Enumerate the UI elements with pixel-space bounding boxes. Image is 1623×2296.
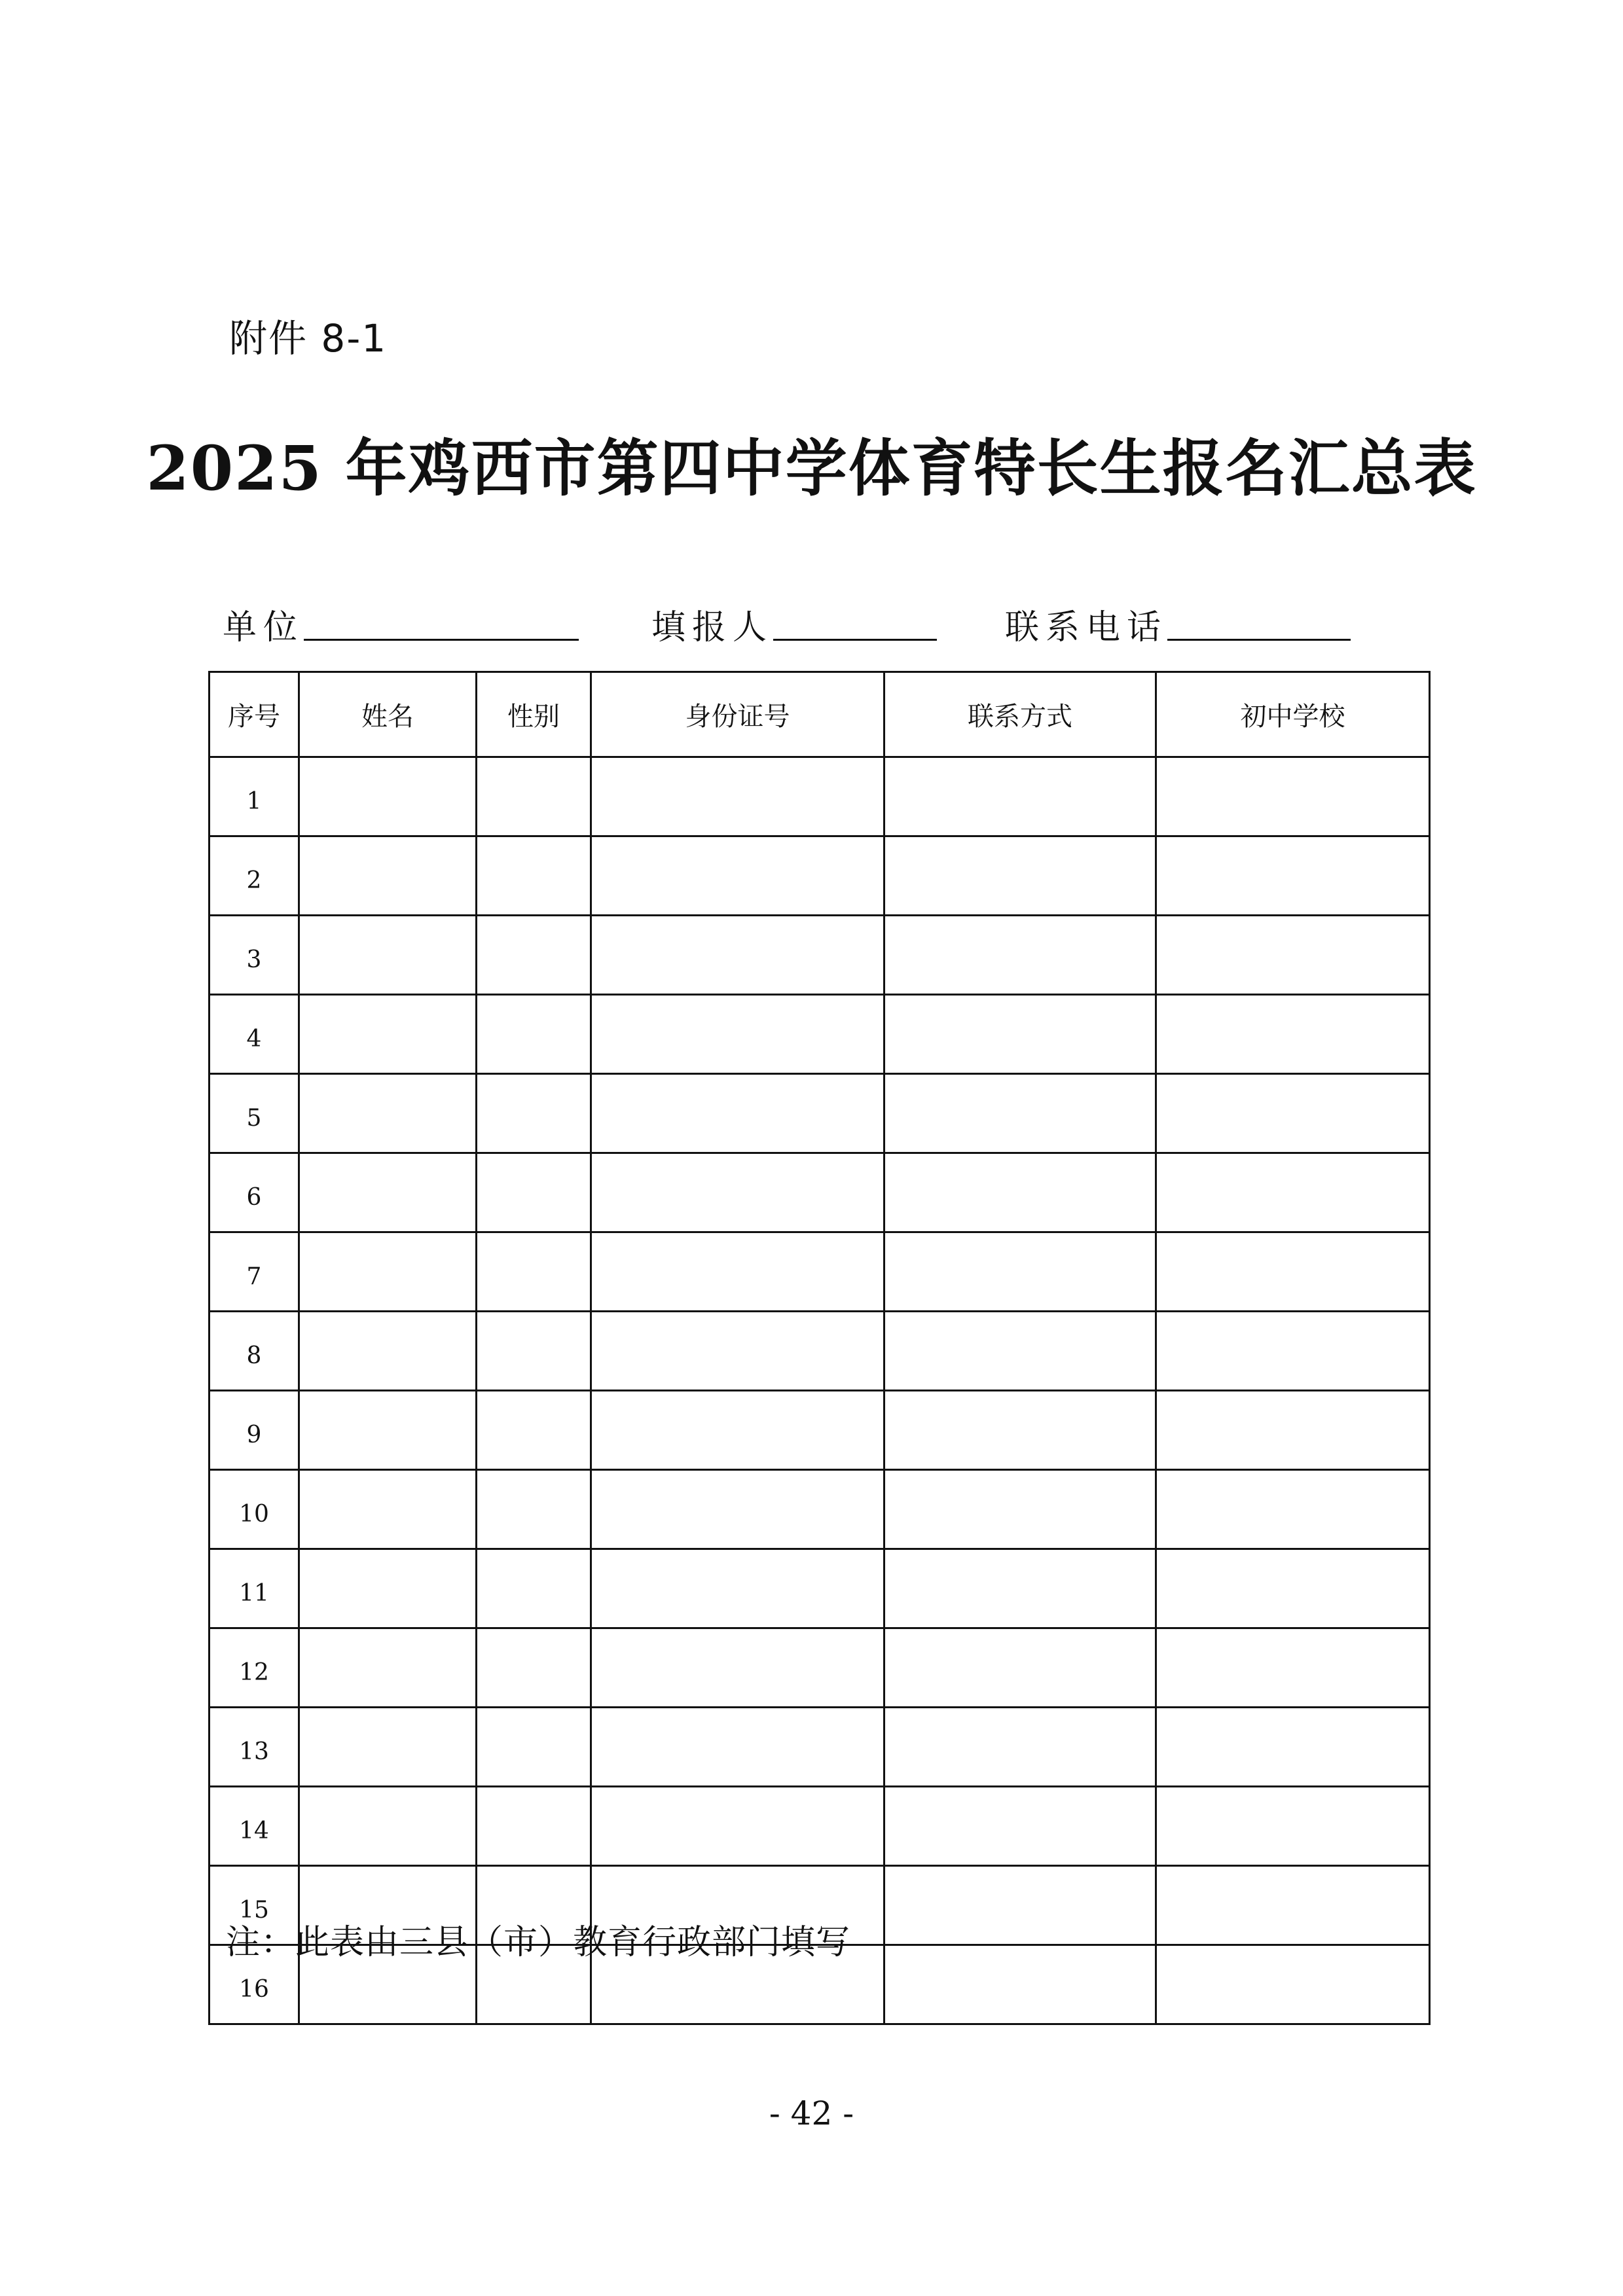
cell-contact[interactable] [884, 916, 1156, 995]
table-row [210, 1708, 1430, 1787]
table-row [210, 1787, 1430, 1866]
unit-label: 单位 [223, 608, 304, 647]
page-title: 2025 年鸡西市第四中学体育特长生报名汇总表 [146, 433, 1477, 505]
cell-id-number[interactable] [591, 1628, 884, 1708]
table-row [210, 1391, 1430, 1470]
row-number: 9 [210, 1391, 299, 1470]
cell-id-number[interactable] [591, 1549, 884, 1628]
cell-middle-school[interactable] [1156, 836, 1430, 916]
cell-gender[interactable] [477, 916, 591, 995]
cell-gender[interactable] [477, 1153, 591, 1232]
cell-gender[interactable] [477, 1549, 591, 1628]
cell-middle-school[interactable] [1156, 1787, 1430, 1866]
cell-name[interactable] [299, 836, 477, 916]
cell-middle-school[interactable] [1156, 995, 1430, 1074]
cell-middle-school[interactable] [1156, 1074, 1430, 1153]
cell-id-number[interactable] [591, 1708, 884, 1787]
attachment-label: 附件 8-1 [229, 316, 388, 361]
table-body [210, 757, 1430, 2024]
cell-contact[interactable] [884, 1153, 1156, 1232]
phone-blank-line[interactable] [1167, 636, 1351, 641]
row-number: 14 [210, 1787, 299, 1866]
cell-gender[interactable] [477, 1312, 591, 1391]
table-row [210, 995, 1430, 1074]
cell-gender[interactable] [477, 1787, 591, 1866]
row-number: 5 [210, 1074, 299, 1153]
table-row [210, 1470, 1430, 1549]
cell-name[interactable] [299, 1549, 477, 1628]
cell-gender[interactable] [477, 1708, 591, 1787]
row-number: 10 [210, 1470, 299, 1549]
cell-contact[interactable] [884, 1549, 1156, 1628]
cell-middle-school[interactable] [1156, 1628, 1430, 1708]
cell-contact[interactable] [884, 1074, 1156, 1153]
column-header-id-number: 身份证号 [591, 672, 884, 757]
row-number: 1 [210, 757, 299, 836]
row-number: 15 [210, 1866, 299, 1945]
cell-contact[interactable] [884, 1945, 1156, 2024]
column-header-gender: 性别 [477, 672, 591, 757]
page-number: - 42 - [769, 2094, 854, 2132]
column-header-contact: 联系方式 [884, 672, 1156, 757]
footnote: 注：此表由三县（市）教育行政部门填写 [226, 1923, 851, 1962]
cell-gender[interactable] [477, 995, 591, 1074]
cell-name[interactable] [299, 1153, 477, 1232]
row-number: 12 [210, 1628, 299, 1708]
table-row [210, 1232, 1430, 1312]
cell-name[interactable] [299, 757, 477, 836]
cell-id-number[interactable] [591, 1153, 884, 1232]
cell-name[interactable] [299, 1628, 477, 1708]
cell-contact[interactable] [884, 1708, 1156, 1787]
cell-name[interactable] [299, 1787, 477, 1866]
cell-gender[interactable] [477, 1470, 591, 1549]
cell-gender[interactable] [477, 1232, 591, 1312]
column-header-middle-school: 初中学校 [1156, 672, 1430, 757]
cell-middle-school[interactable] [1156, 1232, 1430, 1312]
cell-middle-school[interactable] [1156, 1549, 1430, 1628]
cell-contact[interactable] [884, 1787, 1156, 1866]
cell-gender[interactable] [477, 1074, 591, 1153]
table-row [210, 1312, 1430, 1391]
cell-id-number[interactable] [591, 836, 884, 916]
cell-middle-school[interactable] [1156, 1312, 1430, 1391]
row-number: 7 [210, 1232, 299, 1312]
cell-middle-school[interactable] [1156, 1708, 1430, 1787]
cell-id-number[interactable] [591, 1470, 884, 1549]
cell-contact[interactable] [884, 1391, 1156, 1470]
row-number: 3 [210, 916, 299, 995]
table-row [210, 836, 1430, 916]
cell-id-number[interactable] [591, 1391, 884, 1470]
row-number: 11 [210, 1549, 299, 1628]
cell-contact[interactable] [884, 836, 1156, 916]
cell-name[interactable] [299, 1708, 477, 1787]
cell-name[interactable] [299, 1074, 477, 1153]
unit-blank-line[interactable] [304, 636, 579, 641]
cell-contact[interactable] [884, 1470, 1156, 1549]
table-row [210, 916, 1430, 995]
cell-contact[interactable] [884, 1312, 1156, 1391]
reporter-label: 填报人 [651, 608, 774, 647]
column-header-name: 姓名 [299, 672, 477, 757]
cell-middle-school[interactable] [1156, 1391, 1430, 1470]
cell-middle-school[interactable] [1156, 1866, 1430, 1945]
cell-name[interactable] [299, 995, 477, 1074]
cell-id-number[interactable] [591, 1312, 884, 1391]
cell-contact[interactable] [884, 757, 1156, 836]
reporter-blank-line[interactable] [773, 636, 937, 641]
cell-contact[interactable] [884, 995, 1156, 1074]
cell-middle-school[interactable] [1156, 757, 1430, 836]
cell-name[interactable] [299, 1232, 477, 1312]
cell-id-number[interactable] [591, 995, 884, 1074]
row-number: 13 [210, 1708, 299, 1787]
cell-name[interactable] [299, 916, 477, 995]
cell-gender[interactable] [477, 836, 591, 916]
cell-contact[interactable] [884, 1232, 1156, 1312]
phone-label: 联系电话 [1005, 608, 1168, 647]
table-row [210, 1628, 1430, 1708]
table-row [210, 1074, 1430, 1153]
row-number: 6 [210, 1153, 299, 1232]
reporter-field[interactable] [651, 592, 937, 645]
cell-gender[interactable] [477, 1628, 591, 1708]
column-header-seq: 序号 [210, 672, 299, 757]
cell-name[interactable] [299, 1391, 477, 1470]
form-fields [223, 592, 1401, 645]
cell-contact[interactable] [884, 1866, 1156, 1945]
cell-name[interactable] [299, 1312, 477, 1391]
row-number: 16 [210, 1945, 299, 2024]
cell-middle-school[interactable] [1156, 1153, 1430, 1232]
cell-middle-school[interactable] [1156, 1470, 1430, 1549]
cell-gender[interactable] [477, 757, 591, 836]
row-number: 4 [210, 995, 299, 1074]
table-header-row [210, 672, 1430, 757]
cell-middle-school[interactable] [1156, 1945, 1430, 2024]
cell-middle-school[interactable] [1156, 916, 1430, 995]
row-number: 8 [210, 1312, 299, 1391]
table-row [210, 1153, 1430, 1232]
cell-contact[interactable] [884, 1628, 1156, 1708]
cell-id-number[interactable] [591, 1787, 884, 1866]
table-row [210, 1549, 1430, 1628]
cell-id-number[interactable] [591, 757, 884, 836]
row-number: 2 [210, 836, 299, 916]
cell-id-number[interactable] [591, 916, 884, 995]
table-row [210, 757, 1430, 836]
unit-field[interactable] [223, 592, 579, 645]
registration-table [208, 671, 1431, 2025]
cell-name[interactable] [299, 1470, 477, 1549]
cell-gender[interactable] [477, 1391, 591, 1470]
cell-id-number[interactable] [591, 1074, 884, 1153]
cell-id-number[interactable] [591, 1232, 884, 1312]
phone-field[interactable] [1005, 592, 1351, 645]
